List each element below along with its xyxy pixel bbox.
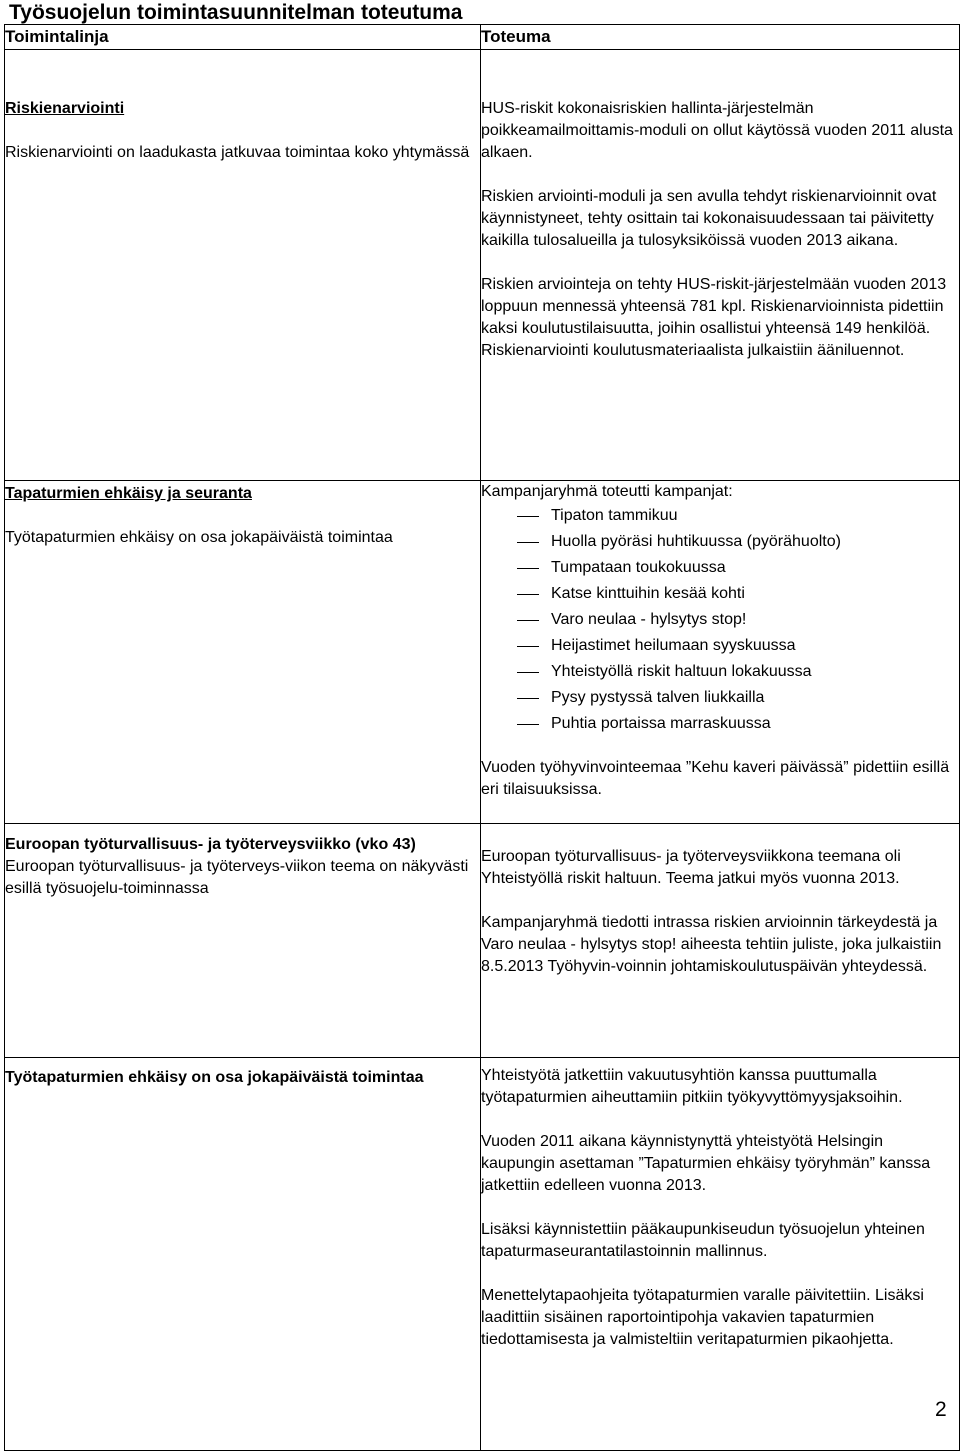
- table-row: [5, 481, 960, 824]
- row-3-right-cell: [481, 824, 960, 1058]
- list-item: Heijastimet heilumaan syyskuussa: [481, 633, 959, 659]
- row-4-paragraph-2: Vuoden 2011 aikana käynnistynyttä yhteistyötä Helsingin kaupungin asettaman ”Tapaturmien ehkäisy työryhmän” kanssa jatkettiin edelleen vuonna 2013.: [481, 1133, 931, 1194]
- dash-bullet: [517, 698, 539, 699]
- row-1-paragraph-3: Riskien arviointeja on tehty HUS-riskit-järjestelmään vuoden 2013 loppuun mennessä yhteensä 781 kpl. Riskienarvioinnista pidettiin kaksi koulutustilaisuutta, joihin osallistui yhteensä 149 henkilöä. Riskienarviointi koulutusmateriaalista julkaistiin ääniluennot.: [481, 276, 947, 359]
- dash-bullet: [517, 594, 539, 595]
- list-item: Pysy pystyssä talven liukkailla: [481, 685, 959, 711]
- plan-table: [4, 24, 960, 1451]
- row-2-left-cell: [5, 481, 481, 824]
- table-header-row: [5, 25, 960, 50]
- row-1-paragraph-1: HUS-riskit kokonaisriskien hallinta-järjestelmän poikkeamailmoittamis-moduli on ollut käytössä vuoden 2011 alusta alkaen.: [481, 100, 953, 161]
- row-1-paragraph-2: Riskien arviointi-moduli ja sen avulla tehdyt riskienarvioinnit ovat käynnistyneet, tehty osittain tai kokonaisuudessaan tai päivitetty kaikilla tulosalueilla ja tulosyksiköissä vuoden 2013 aikana.: [481, 188, 937, 249]
- row-4-left-cell: [5, 1058, 481, 1451]
- campaign-list: [481, 503, 959, 737]
- list-item: Puhtia portaissa marraskuussa: [481, 711, 959, 737]
- row-1-description: Riskienarviointi on laadukasta jatkuvaa toimintaa koko yhtymässä: [5, 144, 470, 161]
- table-row: [5, 50, 960, 481]
- list-item: Huolla pyöräsi huhtikuussa (pyörähuolto): [481, 529, 959, 555]
- row-3-paragraph-2: Kampanjaryhmä tiedotti intrassa riskien arvioinnin tärkeydestä ja Varo neulaa - hylsytys stop! aiheesta tehtiin juliste, joka julkaistiin 8.5.2013 Työhyvin-voinnin johtamiskoulutuspäivän yhteydessä.: [481, 914, 942, 975]
- row-2-right-cell: [481, 481, 960, 824]
- column-header-toimintalinja: Toimintalinja: [5, 25, 481, 50]
- campaign-closing: Vuoden työhyvinvointeemaa ”Kehu kaveri päivässä” pidettiin esillä eri tilaisuuksissa.: [481, 759, 950, 798]
- dash-bullet: [517, 620, 539, 621]
- page-number: 2: [935, 1398, 947, 1421]
- list-item: Varo neulaa - hylsytys stop!: [481, 607, 959, 633]
- page-title: Työsuojelun toimintasuunnitelman toteutuma: [9, 1, 463, 24]
- row-4-paragraph-1: Yhteistyötä jatkettiin vakuutusyhtiön kanssa puuttumalla työtapaturmien aiheuttamiin pitkiin työkyvyttömyysjaksoihin.: [481, 1067, 903, 1106]
- row-1-heading: Riskienarviointi: [5, 100, 125, 117]
- row-3-paragraph-1: Euroopan työturvallisuus- ja työterveysviikkona teemana oli Yhteistyöllä riskit haltuun. Teema jatkui myös vuonna 2013.: [481, 848, 901, 887]
- column-header-toteuma: Toteuma: [481, 25, 960, 50]
- list-item: Tumpataan toukokuussa: [481, 555, 959, 581]
- row-4-heading: Työtapaturmien ehkäisy on osa jokapäiväistä toimintaa: [5, 1069, 424, 1086]
- list-item: Tipaton tammikuu: [481, 503, 959, 529]
- dash-bullet: [517, 568, 539, 569]
- row-4-paragraph-3: Lisäksi käynnistettiin pääkaupunkiseudun työsuojelun yhteinen tapaturmaseurantatilastoinnin mallinnus.: [481, 1221, 925, 1260]
- dash-bullet: [517, 646, 539, 647]
- row-2-description: Työtapaturmien ehkäisy on osa jokapäiväistä toimintaa: [5, 529, 393, 546]
- row-3-description: Euroopan työturvallisuus- ja työterveys-viikon teema on näkyvästi esillä työsuojelu-toiminnassa: [5, 858, 469, 897]
- list-item: Yhteistyöllä riskit haltuun lokakuussa: [481, 659, 959, 685]
- dash-bullet: [517, 516, 539, 517]
- dash-bullet: [517, 542, 539, 543]
- table-row: [5, 824, 960, 1058]
- row-1-right-cell: [481, 50, 960, 481]
- row-3-left-cell: [5, 824, 481, 1058]
- table-row: [5, 1058, 960, 1451]
- row-3-heading: Euroopan työturvallisuus- ja työterveysviikko (vko 43): [5, 836, 416, 853]
- dash-bullet: [517, 724, 539, 725]
- list-item: Katse kinttuihin kesää kohti: [481, 581, 959, 607]
- row-4-right-cell: [481, 1058, 960, 1451]
- campaign-intro: Kampanjaryhmä toteutti kampanjat:: [481, 483, 733, 500]
- row-1-left-cell: [5, 50, 481, 481]
- dash-bullet: [517, 672, 539, 673]
- row-4-paragraph-4: Menettelytapaohjeita työtapaturmien varalle päivitettiin. Lisäksi laadittiin sisäinen raportointipohja vakavien tapaturmien tiedottamisesta ja valmisteltiin veritapaturmien pikaohjetta.: [481, 1287, 924, 1348]
- row-2-heading: Tapaturmien ehkäisy ja seuranta: [5, 485, 252, 502]
